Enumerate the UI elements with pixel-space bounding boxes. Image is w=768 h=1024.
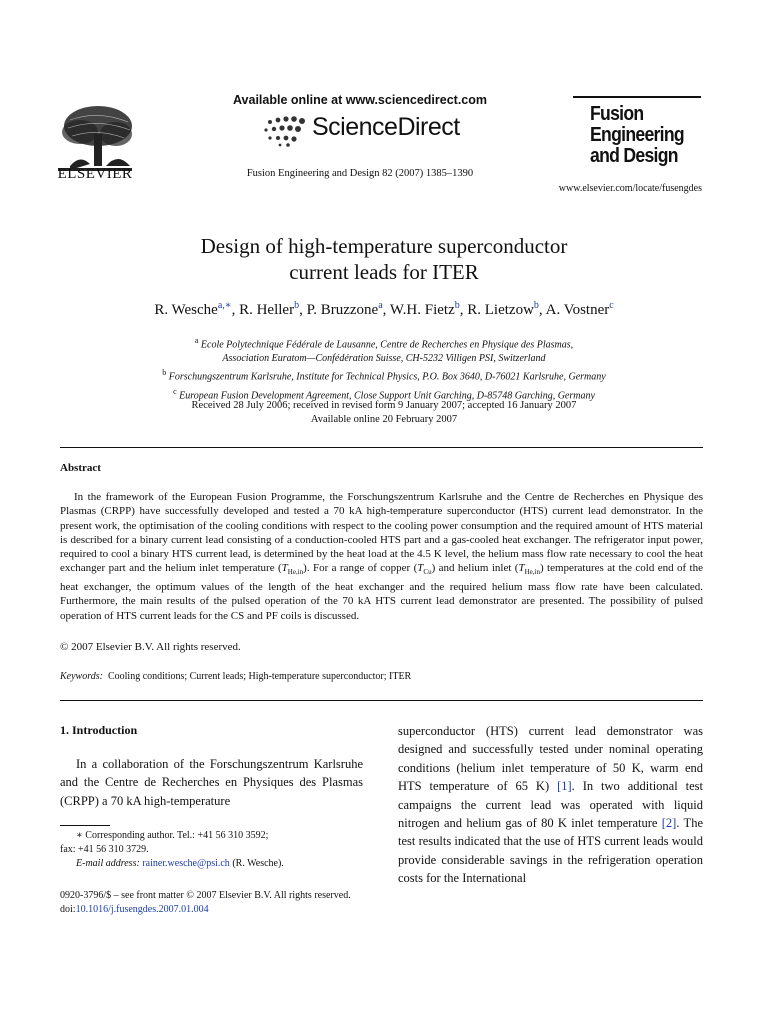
footnote-rule [60, 825, 110, 826]
keywords [60, 671, 703, 682]
body-column-right [398, 722, 703, 888]
affiliation-line: $^b$ Forschungszentrum Karlsruhe, Institute for Technical Physics, P.O. Box 3640, D-76021 Karlsruhe, Germany [162, 368, 606, 383]
front-matter [60, 889, 460, 917]
keywords-list: Cooling conditions; Current leads; High-temperature superconductor; ITER [107, 671, 412, 682]
journal-title [590, 104, 687, 167]
paragraph: In a collaboration of the Forschungszentrum Karlsruhe and the Centre de Recherches en Physiques des Plasmas (CRPP) a 70 kA high-temperature [60, 757, 363, 808]
article-dates [60, 399, 708, 427]
email-link[interactable]: rainer.wesche@psi.ch [142, 858, 230, 869]
author-name: R. Wesche [154, 302, 218, 318]
affiliation-line: Association Euratom—Confédération Suisse, CH-5232 Villigen PSI, Switzerland [222, 353, 546, 365]
journal-citation: Fusion Engineering and Design 82 (2007) 1385–1390 [246, 168, 474, 179]
author-list [60, 300, 708, 319]
copyright-notice: © 2007 Elsevier B.V. All rights reserved. [60, 641, 241, 653]
received-dates: Received 28 July 2006; received in revised form 9 January 2007; accepted 16 January 2007 [191, 400, 577, 411]
paragraph: superconductor (HTS) current lead demonstrator was designed and successfully tested under nominal operating conditions (helium inlet temperature of 50 K, warm end HTS temperature of 65 K) [1]. In two additional test campaigns the current lead was operated with liquid nitrogen and helium gas of 80 K inlet temperature [2]. The test results indicated that the use of HTS current leads would provide considerable savings in the refrigeration operation costs for the International [398, 724, 703, 886]
paper-title [60, 233, 708, 285]
body-column-left [60, 755, 363, 810]
sciencedirect-dots-icon [260, 112, 312, 148]
abstract-heading: Abstract [60, 462, 101, 474]
issn-line: 0920-3796/$ – see front matter © 2007 Elsevier B.V. All rights reserved. [60, 890, 351, 901]
sciencedirect-wordmark: ScienceDirect [312, 113, 460, 141]
author-name: A. Vostner [545, 302, 610, 318]
journal-title-line: Engineering [590, 124, 684, 146]
author-separator: , [231, 302, 240, 318]
author-separator: , [382, 302, 390, 318]
doi-link[interactable]: 10.1016/j.fusengdes.2007.01.004 [75, 904, 209, 915]
author-separator: , [459, 302, 468, 318]
author-affiliation-link[interactable]: b [533, 300, 539, 311]
author-affiliation-link[interactable]: b [294, 300, 300, 311]
corresponding-author-footnote [60, 829, 380, 871]
journal-title-line: Fusion [590, 103, 644, 125]
author-affiliation-link[interactable]: c [609, 300, 614, 311]
author-name: P. Bruzzone [306, 302, 379, 318]
journal-title-line: and Design [590, 145, 678, 167]
author-name: R. Lietzow [467, 302, 534, 318]
section-heading: 1. Introduction [60, 723, 138, 737]
journal-title-rule [573, 96, 701, 98]
keywords-label: Keywords: [60, 671, 103, 682]
divider [60, 700, 703, 701]
available-online-text: Available online at www.sciencedirect.com [232, 93, 488, 107]
available-online-date: Available online 20 February 2007 [310, 414, 458, 425]
footnote-line: E-mail address: rainer.wesche@psi.ch (R. Wesche). [76, 858, 284, 869]
author-separator: , [538, 302, 546, 318]
author-affiliation-link[interactable]: b [454, 300, 460, 311]
affiliation-line: $^a$ Ecole Polytechnique Fédérale de Lausanne, Centre de Recherches en Physique des Plasmas, [194, 336, 574, 351]
author-name: W.H. Fietz [389, 302, 455, 318]
paper-title-line: Design of high-temperature superconductor [200, 234, 568, 258]
author-affiliation-link[interactable]: a,∗ [217, 300, 232, 311]
doi-line: doi:10.1016/j.fusengdes.2007.01.004 [60, 904, 209, 915]
reference-link[interactable]: [1] [557, 779, 572, 794]
footnote-line: ∗ Corresponding author. Tel.: +41 56 310 3592; [76, 830, 269, 841]
publisher-name: ELSEVIER [57, 166, 133, 182]
divider [60, 447, 703, 448]
affiliation-line: $^c$ European Fusion Development Agreement, Close Support Unit Garching, D-85748 Garching, Germany [173, 386, 595, 401]
paper-title-line: current leads for ITER [289, 260, 479, 284]
footnote-line: fax: +41 56 310 3729. [60, 844, 149, 855]
author-name: R. Heller [239, 302, 295, 318]
journal-url-link[interactable]: www.elsevier.com/locate/fusengdes [558, 183, 702, 194]
author-affiliation-link[interactable]: a [378, 300, 383, 311]
reference-link[interactable]: [2] [661, 816, 677, 831]
abstract-text: In the framework of the European Fusion Programme, the Forschungszentrum Karlsruhe and the Centre de Recherches en Physique des Plasmas (CRPP) have successfully developed and tested a 70 kA high-temperature superconductor (HTS) current lead demonstrator. In the present work, the optimisation of the cooling conditions with respect to the cooling power consumption and the required amount of HTS material is described for a binary current lead consisting of a conduction-cooled HTS part and a gas-cooled heat exchanger. The refrigerator input power, required to cool a binary HTS current lead, is determined by the heat load at the 4.5 K level, the helium mass flow rate necessary to cool the heat exchanger part and the helium inlet temperature $(T_{He,in})$. For a range of copper $(T_{Cu})$ and helium inlet $(T_{He,in})$ temperatures at the cold end of the heat exchanger, the optimum values of the length of the heat exchanger and the required helium mass flow rate have been calculated. Furthermore, the main results of the pulsed operation of the 70 kA HTS current lead demonstrator are presented. The possibility of pulsed operation of HTS current leads for the CS and PF coils is discussed. [60, 491, 703, 622]
sciencedirect-logo [260, 108, 470, 148]
author-separator: , [299, 302, 307, 318]
affiliations [60, 334, 708, 403]
